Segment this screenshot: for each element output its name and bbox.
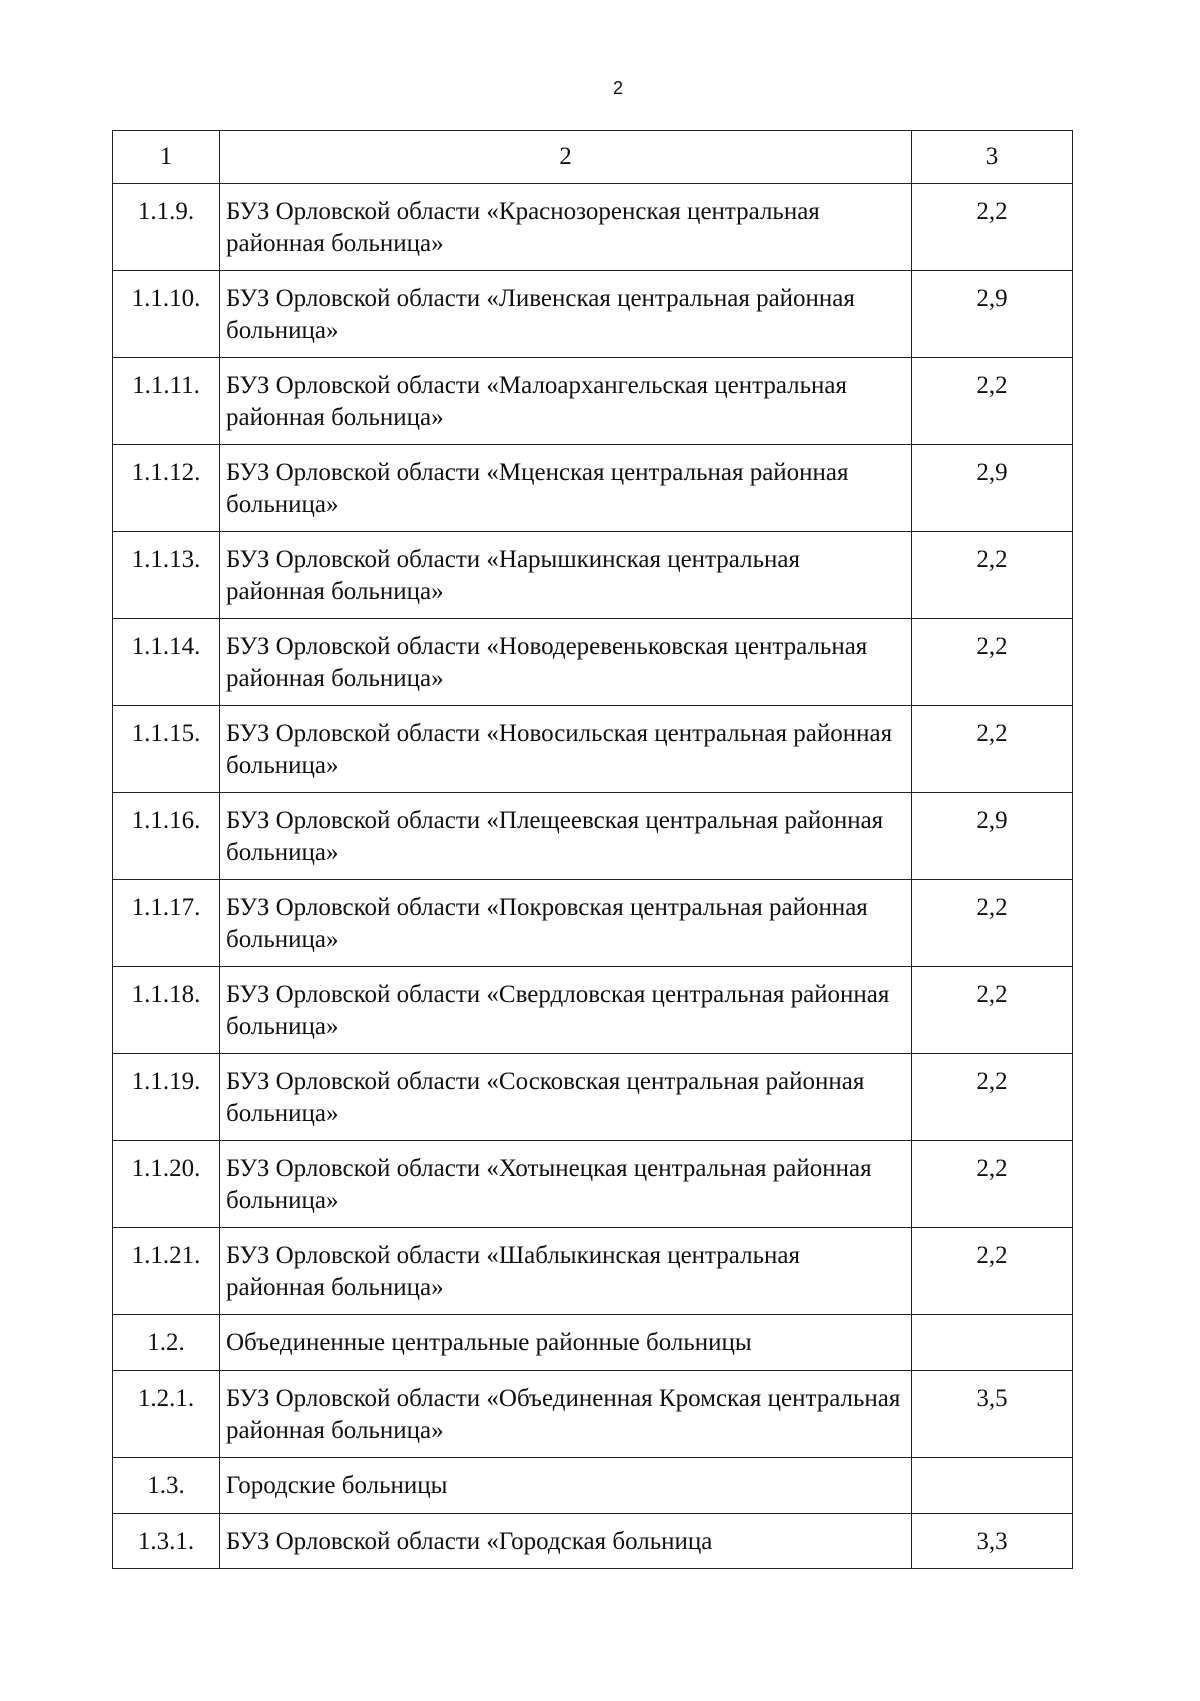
institution-name: БУЗ Орловской области «Новодеревеньковская центральная районная больница» bbox=[220, 619, 912, 706]
table-row bbox=[113, 967, 1073, 1054]
coefficient-value: 3,5 bbox=[912, 1371, 1073, 1458]
header-col-2: 2 bbox=[220, 131, 912, 184]
institution-name: БУЗ Орловской области «Нарышкинская центральная районная больница» bbox=[220, 532, 912, 619]
row-number: 1.2. bbox=[113, 1315, 220, 1371]
institution-name: БУЗ Орловской области «Малоархангельская центральная районная больница» bbox=[220, 358, 912, 445]
institution-name: Городские больницы bbox=[220, 1458, 912, 1514]
institution-name: БУЗ Орловской области «Покровская центральная районная больница» bbox=[220, 880, 912, 967]
table-row bbox=[113, 184, 1073, 271]
table-row bbox=[113, 619, 1073, 706]
row-number: 1.1.12. bbox=[113, 445, 220, 532]
institution-name: БУЗ Орловской области «Плещеевская центральная районная больница» bbox=[220, 793, 912, 880]
coefficient-value: 2,9 bbox=[912, 271, 1073, 358]
page-number: 2 bbox=[612, 78, 623, 98]
institution-name: БУЗ Орловской области «Новосильская центральная районная больница» bbox=[220, 706, 912, 793]
hospital-coefficient-table bbox=[112, 130, 1073, 1569]
coefficient-value: 2,9 bbox=[912, 445, 1073, 532]
table-row bbox=[113, 358, 1073, 445]
row-number: 1.1.15. bbox=[113, 706, 220, 793]
table-row bbox=[113, 1371, 1073, 1458]
coefficient-value bbox=[912, 1315, 1073, 1371]
institution-name: БУЗ Орловской области «Городская больница bbox=[220, 1514, 912, 1569]
coefficient-value: 2,2 bbox=[912, 358, 1073, 445]
table-row bbox=[113, 532, 1073, 619]
row-number: 1.1.19. bbox=[113, 1054, 220, 1141]
coefficient-value: 2,2 bbox=[912, 967, 1073, 1054]
header-row bbox=[113, 131, 1073, 184]
table-body bbox=[113, 184, 1073, 1569]
coefficient-value: 2,2 bbox=[912, 706, 1073, 793]
institution-name: БУЗ Орловской области «Свердловская центральная районная больница» bbox=[220, 967, 912, 1054]
coefficient-value: 2,2 bbox=[912, 1054, 1073, 1141]
institution-name: БУЗ Орловской области «Ливенская центральная районная больница» bbox=[220, 271, 912, 358]
table-row bbox=[113, 445, 1073, 532]
section-row bbox=[113, 1458, 1073, 1514]
row-number: 1.1.21. bbox=[113, 1228, 220, 1315]
row-number: 1.1.16. bbox=[113, 793, 220, 880]
header-col-3: 3 bbox=[912, 131, 1073, 184]
coefficient-value: 2,9 bbox=[912, 793, 1073, 880]
row-number: 1.1.11. bbox=[113, 358, 220, 445]
row-number: 1.1.10. bbox=[113, 271, 220, 358]
coefficient-value: 2,2 bbox=[912, 619, 1073, 706]
table-row bbox=[113, 793, 1073, 880]
table-row bbox=[113, 271, 1073, 358]
table-header bbox=[113, 131, 1073, 184]
table-row bbox=[113, 1228, 1073, 1315]
table-row bbox=[113, 880, 1073, 967]
coefficient-value: 2,2 bbox=[912, 1141, 1073, 1228]
row-number: 1.2.1. bbox=[113, 1371, 220, 1458]
table-row bbox=[113, 1141, 1073, 1228]
row-number: 1.3.1. bbox=[113, 1514, 220, 1569]
coefficient-value: 2,2 bbox=[912, 1228, 1073, 1315]
header-col-1: 1 bbox=[113, 131, 220, 184]
institution-name: БУЗ Орловской области «Шаблыкинская центральная районная больница» bbox=[220, 1228, 912, 1315]
table-row bbox=[113, 1514, 1073, 1569]
coefficient-value: 2,2 bbox=[912, 532, 1073, 619]
section-row bbox=[113, 1315, 1073, 1371]
table-row bbox=[113, 1054, 1073, 1141]
row-number: 1.1.18. bbox=[113, 967, 220, 1054]
institution-name: БУЗ Орловской области «Краснозоренская центральная районная больница» bbox=[220, 184, 912, 271]
institution-name: БУЗ Орловской области «Объединенная Кромская центральная районная больница» bbox=[220, 1371, 912, 1458]
row-number: 1.1.17. bbox=[113, 880, 220, 967]
coefficient-value: 3,3 bbox=[912, 1514, 1073, 1569]
institution-name: Объединенные центральные районные больницы bbox=[220, 1315, 912, 1371]
coefficient-value bbox=[912, 1458, 1073, 1514]
institution-name: БУЗ Орловской области «Хотынецкая центральная районная больница» bbox=[220, 1141, 912, 1228]
row-number: 1.1.13. bbox=[113, 532, 220, 619]
institution-name: БУЗ Орловской области «Мценская центральная районная больница» bbox=[220, 445, 912, 532]
coefficient-value: 2,2 bbox=[912, 184, 1073, 271]
row-number: 1.3. bbox=[113, 1458, 220, 1514]
table-row bbox=[113, 706, 1073, 793]
row-number: 1.1.20. bbox=[113, 1141, 220, 1228]
institution-name: БУЗ Орловской области «Сосковская центральная районная больница» bbox=[220, 1054, 912, 1141]
row-number: 1.1.9. bbox=[113, 184, 220, 271]
row-number: 1.1.14. bbox=[113, 619, 220, 706]
coefficient-value: 2,2 bbox=[912, 880, 1073, 967]
